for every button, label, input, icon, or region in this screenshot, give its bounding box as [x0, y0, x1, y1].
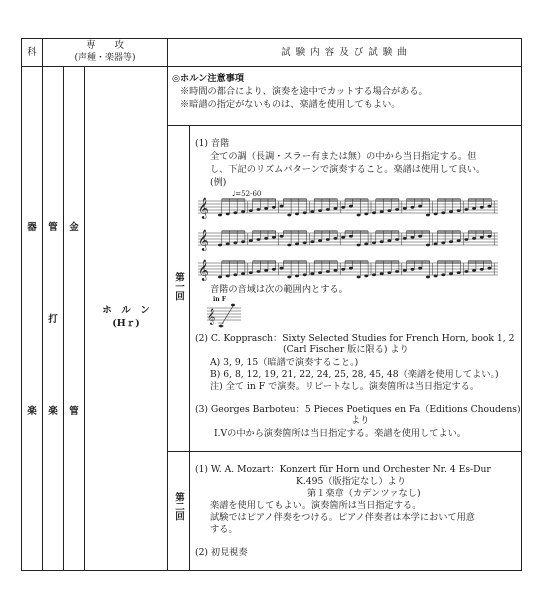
- scale-tempo-mark: ♩=52-60: [232, 190, 262, 198]
- mozart-line-5: 試験ではピアノ伴奏をつける。ピアノ伴奏者は本学において用意: [210, 512, 475, 523]
- note-head: [457, 239, 461, 242]
- note-head: [326, 270, 330, 273]
- note-head: [264, 207, 268, 210]
- note-head: [295, 213, 299, 216]
- barboteu-line-1: (3) Georges Barboteu：5 Pieces Poetiques en Fa（Editions Choudens): [195, 404, 521, 415]
- note-head: [310, 240, 314, 243]
- col-divider-2: [63, 66, 64, 571]
- table-top-border: [21, 38, 522, 39]
- note-head: [226, 275, 230, 278]
- note-head: [395, 208, 399, 211]
- note-head: [249, 239, 253, 242]
- note-head: [264, 237, 268, 240]
- instrument-name: ホ ル ン: [102, 305, 150, 316]
- note-head: [334, 207, 338, 210]
- note-head: [334, 237, 338, 240]
- mozart-line-4: 楽譜を使用してもよい。演奏箇所は当日指定する。: [210, 500, 422, 511]
- notes-line1: ※時間の都合により、演奏を途中でカットする場合がある。: [180, 86, 428, 97]
- note-head: [395, 270, 399, 273]
- note-head: [241, 210, 245, 213]
- note-head: [403, 237, 407, 240]
- note-head: [387, 239, 391, 242]
- note-head: [233, 211, 237, 214]
- range-key-label: in F: [213, 296, 226, 303]
- note-head: [457, 209, 461, 212]
- note-head: [480, 268, 484, 271]
- note-head: [403, 207, 407, 210]
- round-divider: [167, 451, 522, 452]
- note-head: [326, 238, 330, 241]
- note-head: [480, 206, 484, 209]
- note-head: [364, 243, 368, 246]
- note-head: [349, 205, 353, 208]
- note-head: [434, 275, 438, 278]
- note-head: [488, 267, 492, 270]
- note-head: [418, 235, 422, 238]
- note-head: [488, 235, 492, 238]
- note-head: [287, 214, 291, 217]
- round2-label-text: 第二回: [173, 492, 184, 521]
- kopprasch-line-2: (Carl Fischer 版に限る) より: [283, 344, 409, 355]
- category-c2-top: 管: [48, 222, 58, 233]
- note-head: [334, 269, 338, 272]
- category-c2-mid: 打: [48, 314, 58, 325]
- table-left-border: [21, 38, 22, 571]
- note-head: [380, 272, 384, 275]
- note-head: [472, 207, 476, 210]
- col-divider-1: [42, 38, 43, 571]
- note-head: [303, 273, 307, 276]
- col-divider-4: [167, 38, 168, 571]
- note-head: [411, 236, 415, 239]
- note-head: [257, 208, 261, 211]
- note-head: [372, 241, 376, 244]
- note-head: [341, 236, 345, 239]
- note-head: [395, 238, 399, 241]
- kopprasch-option-a: A) 3, 9, 15（暗譜で演奏すること。): [210, 357, 359, 368]
- note-head: [426, 244, 430, 247]
- note-head: [380, 240, 384, 243]
- table-right-border: [521, 38, 522, 571]
- note-head: [303, 241, 307, 244]
- round1-label-text: 第一回: [173, 272, 184, 301]
- note-head: [464, 208, 468, 211]
- note-head: [434, 213, 438, 216]
- note-head: [387, 209, 391, 212]
- note-head: [364, 213, 368, 216]
- note-head: [287, 244, 291, 247]
- note-head: [364, 275, 368, 278]
- note-head: [303, 211, 307, 214]
- note-head: [349, 267, 353, 270]
- note-head: [372, 211, 376, 214]
- header-major-title: 専 攻: [85, 40, 124, 51]
- note-head: [457, 271, 461, 274]
- note-head: [472, 269, 476, 272]
- svg-text:𝄞: 𝄞: [198, 198, 209, 219]
- note-head: [403, 269, 407, 272]
- note-head: [464, 270, 468, 273]
- round2-label: [170, 492, 186, 521]
- note-head: [257, 270, 261, 273]
- note-head: [218, 276, 222, 279]
- table-bottom-border: [21, 570, 522, 571]
- sight-reading: (2) 初見視奏: [195, 547, 248, 558]
- note-head: [326, 208, 330, 211]
- category-c3-top: 金: [69, 222, 79, 233]
- note-head: [295, 275, 299, 278]
- note-head: [418, 267, 422, 270]
- note-head: [472, 237, 476, 240]
- category-c1-bottom: 楽: [27, 406, 37, 417]
- note-head: [249, 271, 253, 274]
- note-head: [226, 243, 230, 246]
- note-head: [280, 205, 284, 208]
- range-text: 音階の音域は次の範囲内とする。: [210, 284, 348, 295]
- note-head: [272, 236, 276, 239]
- note-head: [318, 209, 322, 212]
- mozart-line-2: K.495（版指定なし）より: [296, 476, 407, 487]
- note-head: [249, 209, 253, 212]
- barboteu-line-2: より: [351, 415, 370, 426]
- note-head: [441, 273, 445, 276]
- barboteu-line-3: Ⅰ.Ⅴの中から演奏箇所は当日指定する。楽譜を使用してよい。: [214, 428, 467, 439]
- note-head: [318, 239, 322, 242]
- note-head: [341, 268, 345, 271]
- note-head: [441, 211, 445, 214]
- note-head: [434, 243, 438, 246]
- note-head: [426, 276, 430, 279]
- notes-title: ◎ホルン注意事項: [172, 73, 245, 84]
- note-head: [280, 235, 284, 238]
- header-bottom-border: [21, 66, 522, 67]
- note-head: [233, 273, 237, 276]
- round1-label: [170, 272, 186, 301]
- kopprasch-note: 注) 全て in F で演奏。リピートなし。演奏箇所は当日指定する。: [210, 381, 480, 392]
- mozart-line-1: (1) W. A. Mozart：Konzert für Horn und Orchester Nr. 4 Es-Dur: [195, 464, 491, 475]
- note-head: [280, 267, 284, 270]
- note-head: [218, 244, 222, 247]
- note-head: [272, 206, 276, 209]
- note-head: [372, 273, 376, 276]
- note-head: [411, 206, 415, 209]
- header-major-sub: (声種・楽器等): [74, 53, 136, 63]
- scale-example-label: (例): [210, 177, 227, 188]
- scale-heading: (1) 音階: [195, 138, 230, 149]
- note-head: [380, 210, 384, 213]
- note-head: [241, 240, 245, 243]
- header-category: 科: [27, 47, 37, 58]
- note-head: [449, 272, 453, 275]
- music-staves: [198, 197, 508, 282]
- header-content: 試 験 内 容 及 び 試 験 曲: [281, 47, 408, 58]
- kopprasch-option-b: B) 6, 8, 12, 19, 21, 22, 24, 25, 28, 45, 48（楽譜を使用してよい。): [210, 369, 499, 380]
- range-staff: [207, 302, 243, 332]
- note-head: [449, 210, 453, 213]
- note-head: [480, 236, 484, 239]
- mozart-line-6: する。: [210, 524, 238, 535]
- category-c3-bottom: 管: [69, 406, 79, 417]
- note-head: [449, 240, 453, 243]
- notes-bottom-border: [167, 125, 522, 126]
- note-head: [411, 268, 415, 271]
- note-head: [357, 214, 361, 217]
- note-head: [418, 205, 422, 208]
- note-head: [357, 276, 361, 279]
- svg-text:𝄞: 𝄞: [198, 230, 209, 251]
- note-head: [241, 272, 245, 275]
- round-label-divider: [189, 125, 190, 571]
- note-head: [218, 214, 222, 217]
- note-head: [310, 272, 314, 275]
- instrument-abbr: (Hｒ): [112, 318, 140, 329]
- svg-text:𝄞: 𝄞: [207, 309, 216, 325]
- note-head: [233, 241, 237, 244]
- mozart-line-3: 第１楽章（カデンツァなし): [307, 488, 421, 499]
- category-c2-bottom: 楽: [48, 406, 58, 417]
- note-head: [349, 235, 353, 238]
- note-head: [295, 243, 299, 246]
- note-head: [426, 214, 430, 217]
- note-head: [318, 271, 322, 274]
- note-head: [287, 276, 291, 279]
- note-head: [488, 205, 492, 208]
- note-head: [272, 268, 276, 271]
- note-head: [226, 213, 230, 216]
- note-head: [464, 238, 468, 241]
- note-head: [357, 244, 361, 247]
- note-head: [310, 210, 314, 213]
- category-c1-top: 器: [27, 222, 37, 233]
- scale-text-2: し、下記のリズムパターンで演奏すること。楽譜は使用して良い。: [210, 164, 486, 175]
- note-head: [387, 271, 391, 274]
- note-head: [341, 206, 345, 209]
- svg-text:𝄞: 𝄞: [198, 260, 209, 281]
- note-head: [257, 238, 261, 241]
- scale-text-1: 全ての調（長調・スラー有または無）の中から当日指定する。但: [210, 151, 477, 162]
- kopprasch-line-1: (2) C. Kopprasch：Sixty Selected Studies for French Horn, book 1, 2: [195, 333, 515, 344]
- note-head: [264, 269, 268, 272]
- note-head: [441, 241, 445, 244]
- notes-line2: ※暗譜の指定がないものは、楽譜を使用してもよい。: [180, 99, 401, 110]
